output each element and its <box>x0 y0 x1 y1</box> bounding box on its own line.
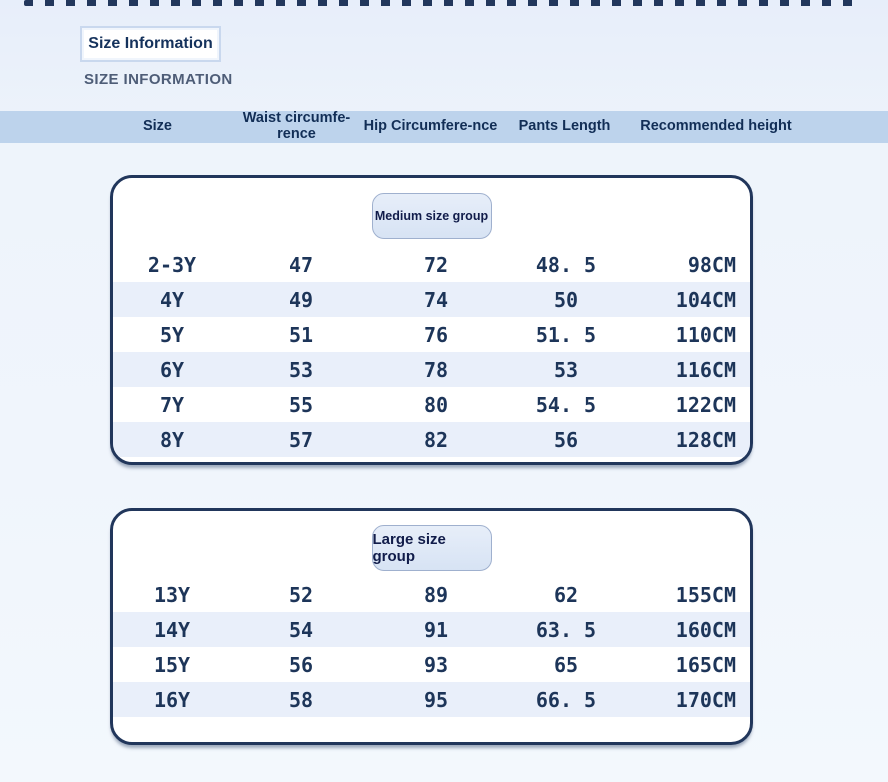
table-cell: 51. 5 <box>535 322 597 347</box>
table-cell: 110CM <box>675 322 736 347</box>
table-row <box>113 647 750 682</box>
table-cell: 2-3Y <box>147 252 197 277</box>
table-cell: 4Y <box>159 287 185 312</box>
table-cell: 74 <box>423 287 449 312</box>
table-cell: 53 <box>553 357 579 382</box>
table-cell: 89 <box>423 582 449 607</box>
column-header-pants-length: Pants Length <box>518 118 611 135</box>
table-cell: 66. 5 <box>535 687 597 712</box>
table-row <box>113 682 750 717</box>
medium-size-group-label: Medium size group <box>374 209 489 223</box>
table-cell: 47 <box>288 252 314 277</box>
table-cell: 98CM <box>687 252 736 277</box>
table-row <box>113 387 750 422</box>
table-cell: 65 <box>553 652 579 677</box>
table-cell: 63. 5 <box>535 617 597 642</box>
table-cell: 93 <box>423 652 449 677</box>
table-cell: 104CM <box>675 287 736 312</box>
large-size-table-rows <box>113 577 750 717</box>
table-cell: 58 <box>288 687 314 712</box>
table-cell: 15Y <box>153 652 191 677</box>
table-cell: 14Y <box>153 617 191 642</box>
table-cell: 51 <box>288 322 314 347</box>
table-row <box>113 247 750 282</box>
table-cell: 7Y <box>159 392 185 417</box>
table-cell: 50 <box>553 287 579 312</box>
table-row <box>113 317 750 352</box>
section-heading: SIZE INFORMATION <box>84 71 233 88</box>
large-size-group-box <box>110 508 753 745</box>
table-row <box>113 612 750 647</box>
column-header-size: Size <box>142 118 172 135</box>
size-information-button[interactable] <box>80 26 221 62</box>
table-cell: 6Y <box>159 357 185 382</box>
table-cell: 54. 5 <box>535 392 597 417</box>
table-cell: 56 <box>288 652 314 677</box>
table-cell: 53 <box>288 357 314 382</box>
table-cell: 76 <box>423 322 449 347</box>
table-cell: 122CM <box>675 392 736 417</box>
large-size-group-badge <box>372 525 492 571</box>
column-header-recommended-height: Recommended height <box>640 118 792 135</box>
table-cell: 13Y <box>153 582 191 607</box>
table-cell: 62 <box>553 582 579 607</box>
table-row <box>113 352 750 387</box>
table-row <box>113 577 750 612</box>
table-header-row <box>0 111 888 143</box>
table-cell: 91 <box>423 617 449 642</box>
table-cell: 155CM <box>675 582 736 607</box>
medium-size-group-box <box>110 175 753 465</box>
table-cell: 49 <box>288 287 314 312</box>
table-row <box>113 282 750 317</box>
table-cell: 56 <box>553 427 579 452</box>
table-cell: 78 <box>423 357 449 382</box>
table-cell: 8Y <box>159 427 185 452</box>
table-cell: 170CM <box>675 687 736 712</box>
column-header-hip: Hip Circumfere-nce <box>363 118 498 135</box>
table-cell: 116CM <box>675 357 736 382</box>
table-cell: 128CM <box>675 427 736 452</box>
table-cell: 160CM <box>675 617 736 642</box>
table-cell: 57 <box>288 427 314 452</box>
table-cell: 72 <box>423 252 449 277</box>
table-cell: 48. 5 <box>535 252 597 277</box>
table-cell: 95 <box>423 687 449 712</box>
table-row <box>113 422 750 457</box>
table-cell: 52 <box>288 582 314 607</box>
table-cell: 82 <box>423 427 449 452</box>
table-cell: 55 <box>288 392 314 417</box>
table-cell: 80 <box>423 392 449 417</box>
dashed-top-border <box>24 0 860 6</box>
table-cell: 165CM <box>675 652 736 677</box>
size-information-button-label: Size Information <box>88 35 213 52</box>
large-size-group-label: Large size group <box>372 531 446 565</box>
table-cell: 16Y <box>153 687 191 712</box>
medium-size-table-rows <box>113 247 750 457</box>
table-cell: 54 <box>288 617 314 642</box>
medium-size-group-badge <box>372 193 492 239</box>
column-header-waist: Waist circumfe-rence <box>242 110 351 142</box>
table-cell: 5Y <box>159 322 185 347</box>
